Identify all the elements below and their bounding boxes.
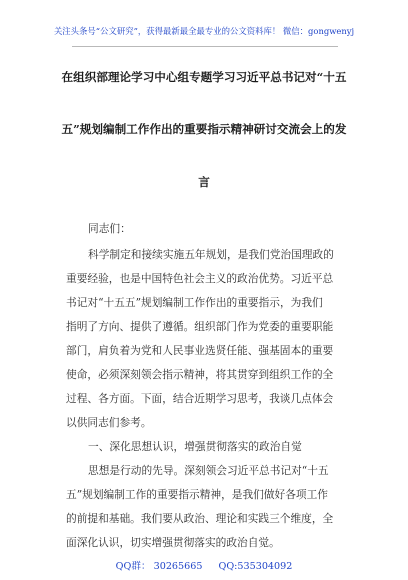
footer-qq-group[interactable]: QQ群： 30265665 <box>115 561 203 572</box>
paragraph1-line: 指明了方向、提供了遵循。组织部门作为党委的重要职能 <box>66 320 334 333</box>
paragraph2-line: 面深化认识，切实增强贯彻落实的政治自觉。 <box>66 536 280 549</box>
paragraph1-line: 科学制定和接续实施五年规划，是我们党治国理政的 <box>88 248 334 261</box>
salutation: 同志们： <box>88 222 131 235</box>
document-title-line-1: 在组织部理论学习中心组专题学习习近平总书记对“十五 <box>61 70 347 84</box>
header-divider <box>72 46 338 47</box>
paragraph2-line: 的前提和基础。我们要从政治、理论和实践三个维度，全 <box>66 512 334 525</box>
paragraph1-line: 以供同志们参考。 <box>66 416 152 429</box>
footer-qq-number[interactable]: QQ:535304092 <box>218 561 293 572</box>
paragraph2-line: 思想是行动的先导。深刻领会习近平总书记对“十五 <box>88 464 329 477</box>
section-heading-1: 一、深化思想认识，增强贯彻落实的政治自觉 <box>88 440 302 453</box>
paragraph1-line: 使命，必须深刻领会指示精神，将其贯穿到组织工作的全 <box>66 368 334 381</box>
paragraph1-line: 重要经验，也是中国特色社会主义的政治优势。习近平总 <box>66 272 334 285</box>
paragraph1-line: 书记对“十五五”规划编制工作作出的重要指示，为我们 <box>66 296 323 309</box>
document-title-line-2: 五”规划编制工作作出的重要指示精神研讨交流会上的发 <box>61 122 347 136</box>
paragraph2-line: 五”规划编制工作的重要指示精神，是我们做好各项工作 <box>66 488 328 501</box>
footer-contact <box>0 558 408 572</box>
paragraph1-line: 部门，肩负着为党和人民事业选贤任能、强基固本的重要 <box>66 344 334 357</box>
document-title-line-3: 言 <box>198 175 210 189</box>
paragraph1-line: 过程、各方面。下面，结合近期学习思考，我谈几点体会 <box>66 392 334 405</box>
header-banner[interactable]: 关注头条号“公文研究”，获得最新最全最专业的公文资料库！ 微信：gongwenyj <box>53 26 355 36</box>
